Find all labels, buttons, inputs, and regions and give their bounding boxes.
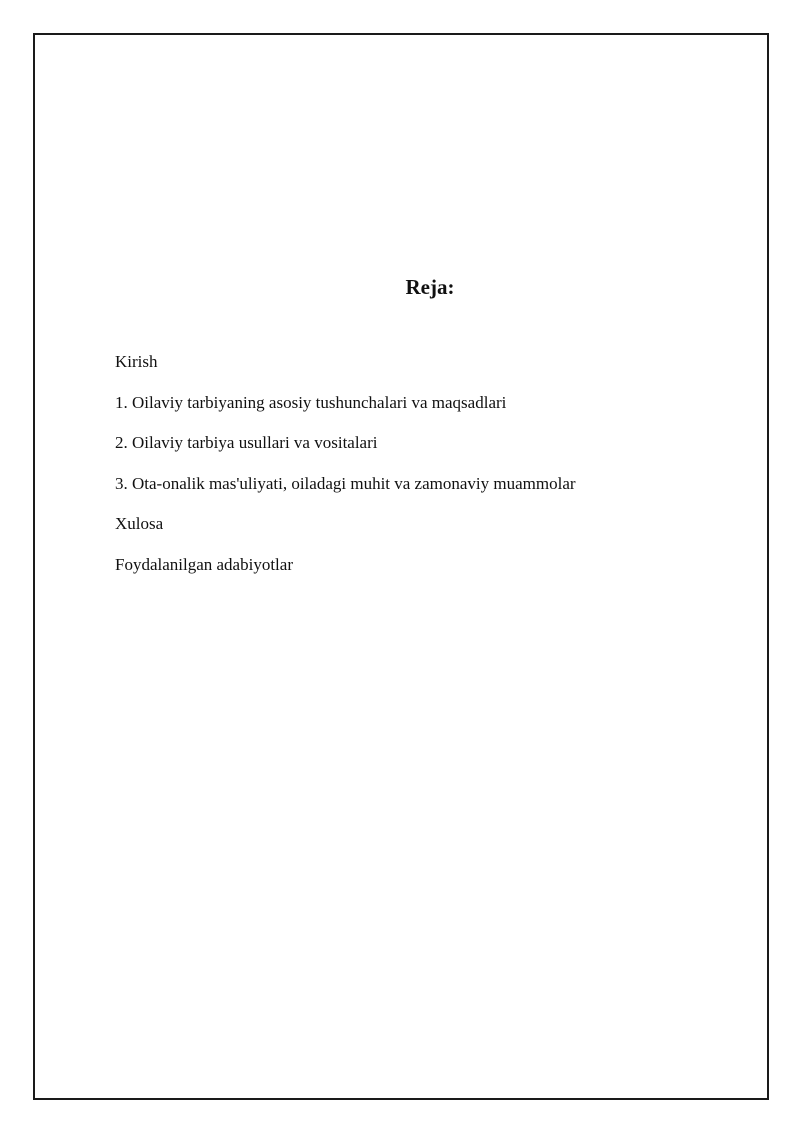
toc-item-introduction: Kirish bbox=[115, 352, 158, 371]
toc-item-3: 3. Ota-onalik mas'uliyati, oiladagi muhit va zamonaviy muammolar bbox=[115, 473, 576, 493]
page-title: Reja: bbox=[405, 275, 455, 299]
toc-item-conclusion: Xulosa bbox=[115, 514, 164, 533]
toc-item-1: 1. Oilaviy tarbiyaning asosiy tushunchalari va maqsadlari bbox=[115, 392, 507, 412]
toc-item-2: 2. Oilaviy tarbiya usullari va vositalari bbox=[115, 433, 378, 452]
table-of-contents bbox=[115, 351, 576, 594]
toc-item-references: Foydalanilgan adabiyotlar bbox=[115, 554, 293, 574]
